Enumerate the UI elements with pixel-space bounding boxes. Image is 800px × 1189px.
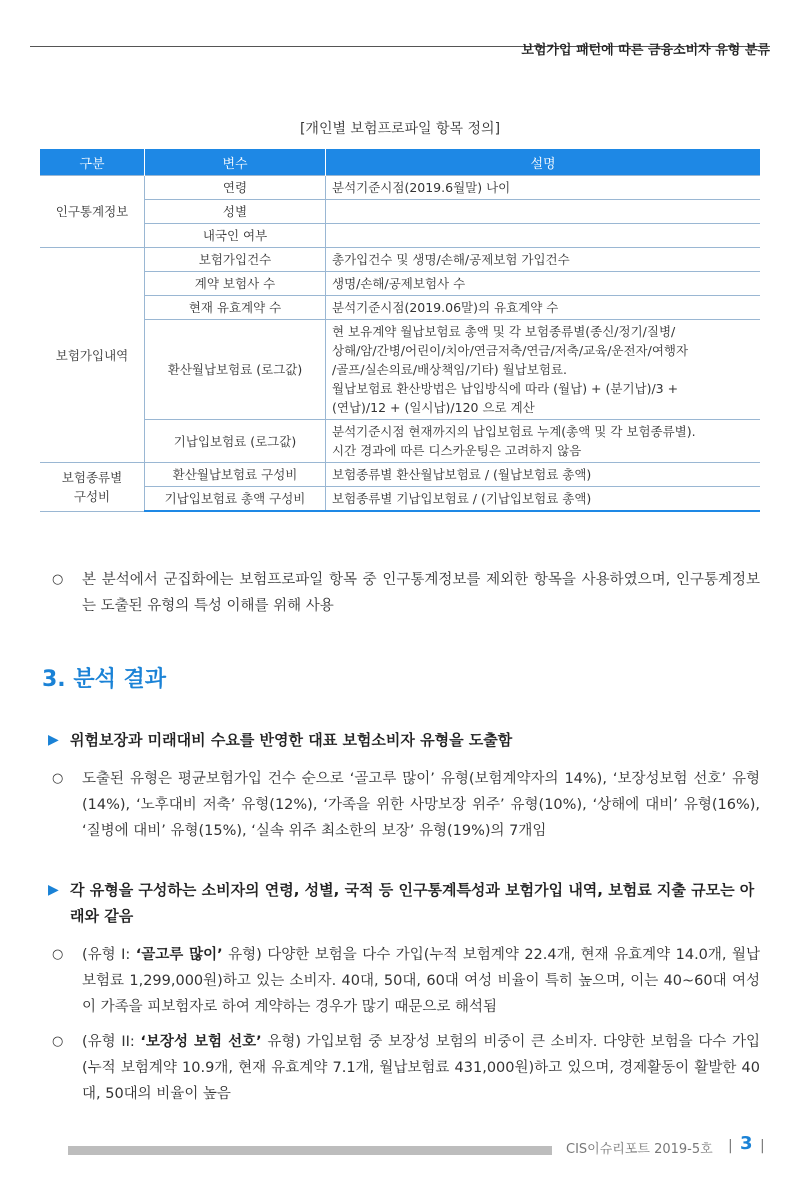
footer-separator: |	[760, 1138, 765, 1154]
note-text: 본 분석에서 군집화에는 보험프로파일 항목 중 인구통계정보를 제외한 항목을 사용하였으며, 인구통계정보는 도출된 유형의 특성 이해를 위해 사용	[82, 572, 760, 614]
description-cell: 분석기준시점(2019.06말)의 유효계약 수	[326, 296, 761, 320]
bullet-circle-icon: ○	[52, 572, 64, 587]
type-1-paragraph	[52, 942, 760, 1020]
triangle-bullet-icon: ▶	[48, 732, 59, 748]
description-cell	[326, 200, 761, 224]
description-cell	[326, 224, 761, 248]
table-row	[40, 296, 760, 320]
description-line: /골프/실손의료/배상책임/기타) 월납보험료.	[332, 362, 567, 377]
group-line: 보험종류별	[61, 469, 123, 485]
description-line: 시간 경과에 따른 디스카운팅은 고려하지 않음	[332, 443, 582, 458]
description-line: 상해/암/간병/어린이/치아/연금저축/연금/저축/교육/운전자/여행자	[332, 343, 689, 358]
subheading-text: 위험보장과 미래대비 수요를 반영한 대표 보험소비자 유형을 도출함	[70, 731, 513, 749]
type-2-name: ‘보장성 보험 선호’	[140, 1034, 262, 1050]
type-1-name: ‘골고루 많이’	[135, 947, 223, 963]
table-row	[40, 176, 760, 200]
type-2-text	[82, 1029, 760, 1107]
description-cell: 총가입건수 및 생명/손해/공제보험 가입건수	[326, 248, 761, 272]
description-line: 현 보유계약 월납보험료 총액 및 각 보험종류별(종신/정기/질병/	[332, 324, 676, 339]
section-title: 3. 분석 결과	[42, 667, 166, 692]
subheading-type-characteristics	[48, 877, 760, 929]
description-cell	[326, 420, 761, 463]
table-row	[40, 463, 760, 487]
description-cell: 생명/손해/공제보험사 수	[326, 272, 761, 296]
description-line: (연납)/12 + (일시납)/120 으로 계산	[332, 400, 535, 415]
type-1-prefix: (유형 I:	[82, 947, 136, 963]
group-cell-insurance: 보험가입내역	[40, 248, 145, 463]
description-cell: 보험종류별 환산월납보험료 / (월납보험료 총액)	[326, 463, 761, 487]
type-1-description: 유형) 다양한 보험을 다수 가입(누적 보험계약 22.4개, 현재 유효계약 14.0개, 월납보험료 1,299,000원)하고 있는 소비자. 40대, 50대, 60대 여성 비율이 특히 높으며, 이는 40~60대 여성이 가족을 피보험자로 하여 계약하는 경우가 많기 때문으로 해석됨	[82, 947, 760, 1015]
running-title: 보험가입 패턴에 따른 금융소비자 유형 분류	[521, 43, 770, 58]
table-row	[40, 248, 760, 272]
variable-cell: 연령	[145, 176, 326, 200]
analysis-note	[52, 567, 760, 619]
bullet-circle-icon: ○	[52, 771, 64, 786]
bullet-circle-icon: ○	[52, 947, 64, 962]
bullet-circle-icon: ○	[52, 1034, 64, 1049]
table-row	[40, 320, 760, 420]
description-cell: 보험종류별 기납입보험료 / (기납입보험료 총액)	[326, 487, 761, 512]
variable-cell: 내국인 여부	[145, 224, 326, 248]
subheading-text: 각 유형을 구성하는 소비자의 연령, 성별, 국적 등 인구통계특성과 보험가입 내역, 보험료 지출 규모는 아래와 같음	[70, 881, 755, 925]
table-row	[40, 420, 760, 463]
column-header-description: 설명	[326, 149, 761, 176]
description-cell: 분석기준시점(2019.6월말) 나이	[326, 176, 761, 200]
description-line: 분석기준시점 현재까지의 납입보험료 누계(총액 및 각 보험종류별).	[332, 424, 696, 439]
footer-separator: |	[728, 1138, 733, 1154]
table-row	[40, 224, 760, 248]
type-2-description: 유형) 가입보험 중 보장성 보험의 비중이 큰 소비자. 다양한 보험을 다수 가입(누적 보험계약 10.9개, 현재 유효계약 7.1개, 월납보험료 431,000원)하고 있으며, 경제활동이 활발한 40대, 50대의 비율이 높음	[82, 1034, 760, 1102]
table-row	[40, 272, 760, 296]
variable-cell: 보험가입건수	[145, 248, 326, 272]
type-1-text	[82, 942, 760, 1020]
triangle-bullet-icon: ▶	[48, 882, 59, 898]
description-line: 월납보험료 환산방법은 납입방식에 따라 (월납) + (분기납)/3 +	[332, 381, 679, 396]
profile-definition-table	[40, 149, 760, 512]
variable-cell: 성별	[145, 200, 326, 224]
variable-cell: 기납입보험료 (로그값)	[145, 420, 326, 463]
table-header-row	[40, 149, 760, 176]
running-header	[30, 0, 770, 58]
column-header-category: 구분	[40, 149, 145, 176]
variable-cell: 현재 유효계약 수	[145, 296, 326, 320]
group-line: 구성비	[73, 488, 111, 504]
group-cell-demographics: 인구통계정보	[40, 176, 145, 248]
type-2-prefix: (유형 II:	[82, 1034, 141, 1050]
group-cell-composition	[40, 463, 145, 512]
table-row	[40, 487, 760, 512]
variable-cell: 기납입보험료 총액 구성비	[145, 487, 326, 512]
table-caption: [개인별 보험프로파일 항목 정의]	[299, 121, 501, 137]
variable-cell: 환산월납보험료 (로그값)	[145, 320, 326, 420]
variable-cell: 계약 보험사 수	[145, 272, 326, 296]
description-cell	[326, 320, 761, 420]
footer-bar	[68, 1146, 552, 1155]
column-header-variable: 변수	[145, 149, 326, 176]
types-summary-paragraph	[52, 766, 760, 844]
footer-publication: CIS이슈리포트 2019-5호	[566, 1142, 713, 1157]
table-row	[40, 200, 760, 224]
page-number: 3	[740, 1133, 753, 1154]
variable-cell: 환산월납보험료 구성비	[145, 463, 326, 487]
types-summary-text: 도출된 유형은 평균보험가입 건수 순으로 ‘골고루 많이’ 유형(보험계약자의 14%), ‘보장성보험 선호’ 유형(14%), ‘노후대비 저축’ 유형(12%), ‘가족을 위한 사망보장 위주’ 유형(10%), ‘상해에 대비’ 유형(16%), ‘질병에 대비’ 유형(15%), ‘실속 위주 최소한의 보장’ 유형(19%)의 7개임	[82, 771, 760, 839]
subheading-representative-types	[48, 727, 760, 753]
type-2-paragraph	[52, 1029, 760, 1107]
